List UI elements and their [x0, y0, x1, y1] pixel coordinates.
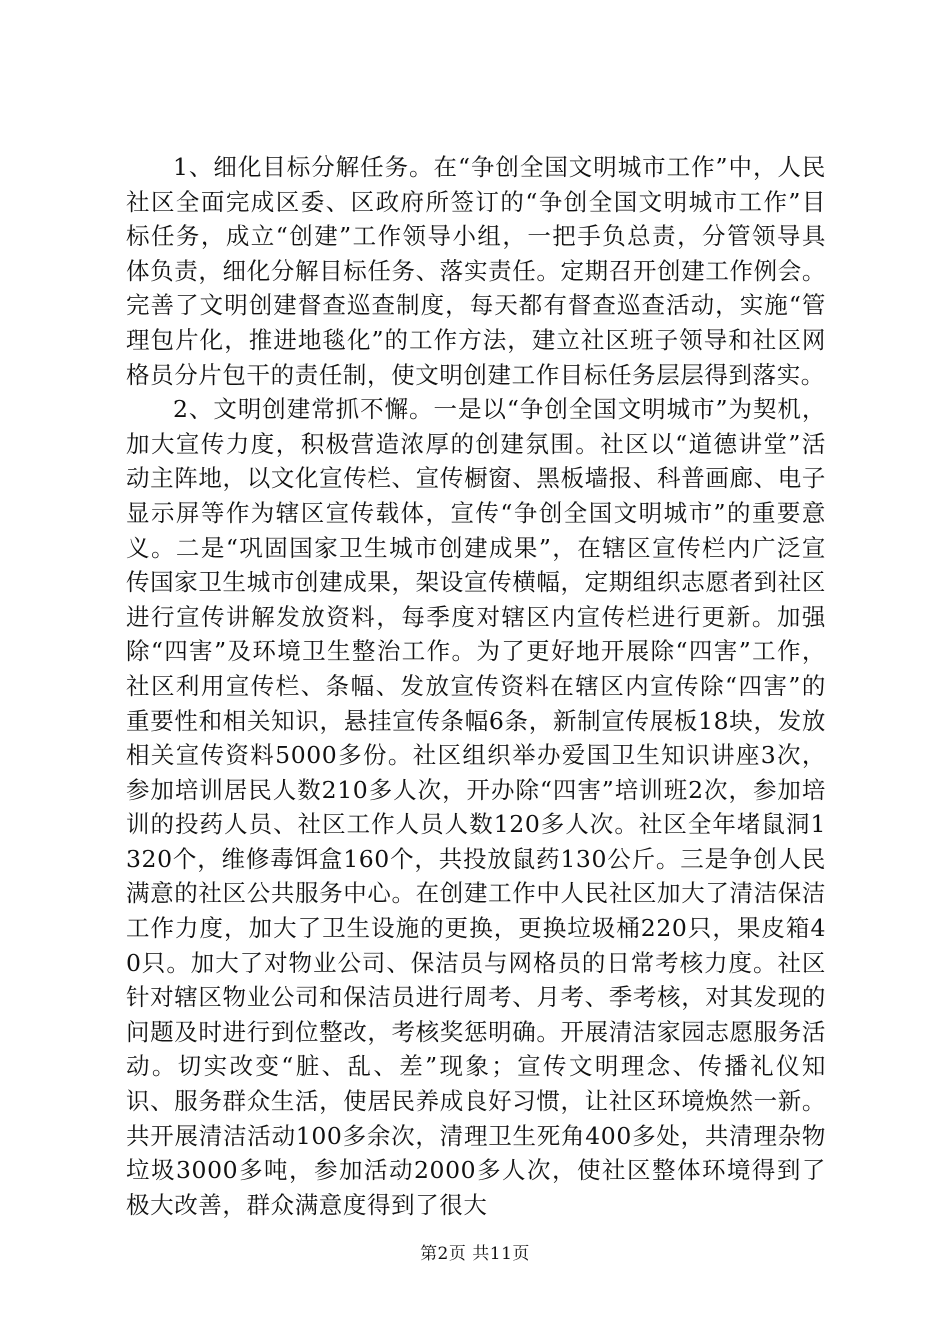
document-body [126, 150, 826, 1222]
paragraph-target-decomposition: 1、细化目标分解任务。在“争创全国文明城市工作”中，人民社区全面完成区委、区政府所签订的“争创全国文明城市工作”目标任务，成立“创建”工作领导小组，一把手负总责，分管领导具体负责，细化分解目标任务、落实责任。定期召开创建工作例会。完善了文明创建督查巡查制度，每天都有督查巡查活动，实施“管理包片化，推进地毯化”的工作方法，建立社区班子领导和社区网格员分片包干的责任制，使文明创建工作目标任务层层得到落实。 [126, 153, 826, 389]
page-number-footer: 第2页 共11页 [420, 1244, 530, 1264]
paragraph-civilization-creation: 2、文明创建常抓不懈。一是以“争创全国文明城市”为契机，加大宣传力度，积极营造浓厚的创建氛围。社区以“道德讲堂”活动主阵地，以文化宣传栏、宣传橱窗、黑板墙报、科普画廊、电子显示屏等作为辖区宣传载体，宣传“争创全国文明城市”的重要意义。二是“巩固国家卫生城市创建成果”，在辖区宣传栏内广泛宣传国家卫生城市创建成果，架设宣传横幅，定期组织志愿者到社区进行宣传讲解发放资料，每季度对辖区内宣传栏进行更新。加强除“四害”及环境卫生整治工作。为了更好地开展除“四害”工作，社区利用宣传栏、条幅、发放宣传资料在辖区内宣传除“四害”的重要性和相关知识，悬挂宣传条幅6条，新制宣传展板18块，发放相关宣传资料5000多份。社区组织举办爱国卫生知识讲座3次，参加培训居民人数210多人次，开办除“四害”培训班2次，参加培训的投药人员、社区工作人员人数120多人次。社区全年堵鼠洞1320个，维修毒饵盒160个，共投放鼠药130公斤。三是争创人民满意的社区公共服务中心。在创建工作中人民社区加大了清洁保洁工作力度，加大了卫生设施的更换，更换垃圾桶220只，果皮箱40只。加大了对物业公司、保洁员与网格员的日常考核力度。社区针对辖区物业公司和保洁员进行周考、月考、季考核，对其发现的问题及时进行到位整改，考核奖惩明确。开展清洁家园志愿服务活动。切实改变“脏、乱、差”现象；宣传文明理念、传播礼仪知识、服务群众生活，使居民养成良好习惯，让社区环境焕然一新。共开展清洁活动100多余次，清理卫生死角400多处，共清理杂物垃圾3000多吨，参加活动2000多人次，使社区整体环境得到了极大改善，群众满意度得到了很大 [126, 395, 826, 1219]
